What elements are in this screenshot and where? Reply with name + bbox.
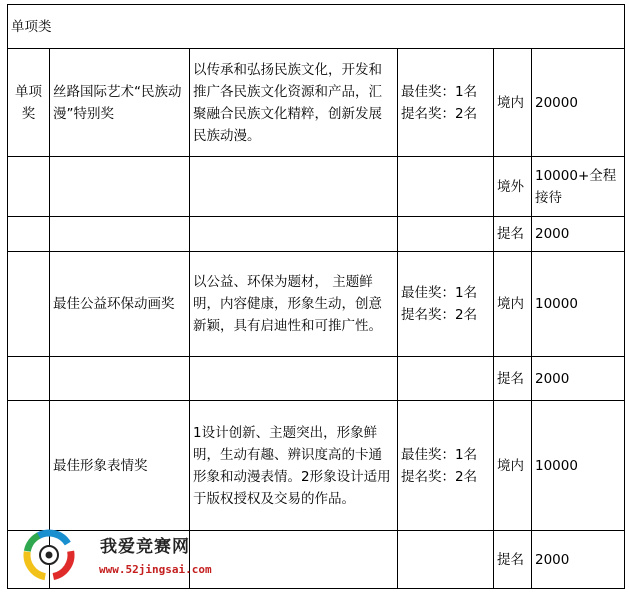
awards-table	[7, 4, 625, 589]
award-name: 最佳公益环保动画奖	[50, 252, 190, 357]
award-region: 境外	[494, 157, 532, 217]
award-quota	[398, 157, 494, 217]
award-region: 境内	[494, 252, 532, 357]
award-quota: 最佳奖：1名 提名奖：2名	[398, 49, 494, 157]
award-description: 以公益、环保为题材， 主题鲜明，内容健康，形象生动，创意新颖，具有启迪性和可推广性。	[190, 252, 398, 357]
empty-cell	[8, 357, 50, 401]
empty-cell	[8, 217, 50, 252]
watermark-logo-icon	[22, 526, 76, 584]
award-region: 提名	[494, 217, 532, 252]
award-description: 1设计创新、主题突出，形象鲜明，生动有趣、辨识度高的卡通形象和动漫表情。2形象设计适用于版权授权及交易的作品。	[190, 401, 398, 531]
award-quota: 最佳奖：1名 提名奖：2名	[398, 252, 494, 357]
table-row	[8, 401, 625, 531]
table-row	[8, 157, 625, 217]
award-region: 提名	[494, 531, 532, 589]
award-amount: 2000	[532, 217, 625, 252]
award-region: 境内	[494, 49, 532, 157]
table-row	[8, 49, 625, 157]
award-region: 提名	[494, 357, 532, 401]
watermark	[22, 526, 232, 588]
empty-cell	[8, 401, 50, 531]
award-quota	[398, 357, 494, 401]
award-name	[50, 217, 190, 252]
award-region: 境内	[494, 401, 532, 531]
award-amount: 2000	[532, 357, 625, 401]
award-description: 以传承和弘扬民族文化，开发和推广各民族文化资源和产品，汇聚融合民族文化精粹，创新发展民族动漫。	[190, 49, 398, 157]
award-amount: 10000	[532, 252, 625, 357]
empty-cell	[8, 157, 50, 217]
award-amount: 20000	[532, 49, 625, 157]
award-quota	[398, 531, 494, 589]
award-name: 丝路国际艺术“民族动漫”特别奖	[50, 49, 190, 157]
table-row	[8, 252, 625, 357]
table-row	[8, 217, 625, 252]
section-header-row	[8, 5, 625, 49]
empty-cell	[8, 252, 50, 357]
award-description	[190, 357, 398, 401]
award-name	[50, 157, 190, 217]
award-description	[190, 157, 398, 217]
watermark-title: 我爱竞赛网	[100, 537, 190, 557]
award-amount: 2000	[532, 531, 625, 589]
award-quota	[398, 217, 494, 252]
award-name: 最佳形象表情奖	[50, 401, 190, 531]
section-title: 单项类	[8, 5, 625, 49]
watermark-url[interactable]: www.52jingsai.com	[99, 563, 212, 576]
award-description	[190, 217, 398, 252]
category-cell: 单项奖	[8, 49, 50, 157]
award-amount: 10000+全程接待	[532, 157, 625, 217]
award-quota: 最佳奖：1名 提名奖：2名	[398, 401, 494, 531]
award-amount: 10000	[532, 401, 625, 531]
award-name	[50, 357, 190, 401]
table-row	[8, 357, 625, 401]
